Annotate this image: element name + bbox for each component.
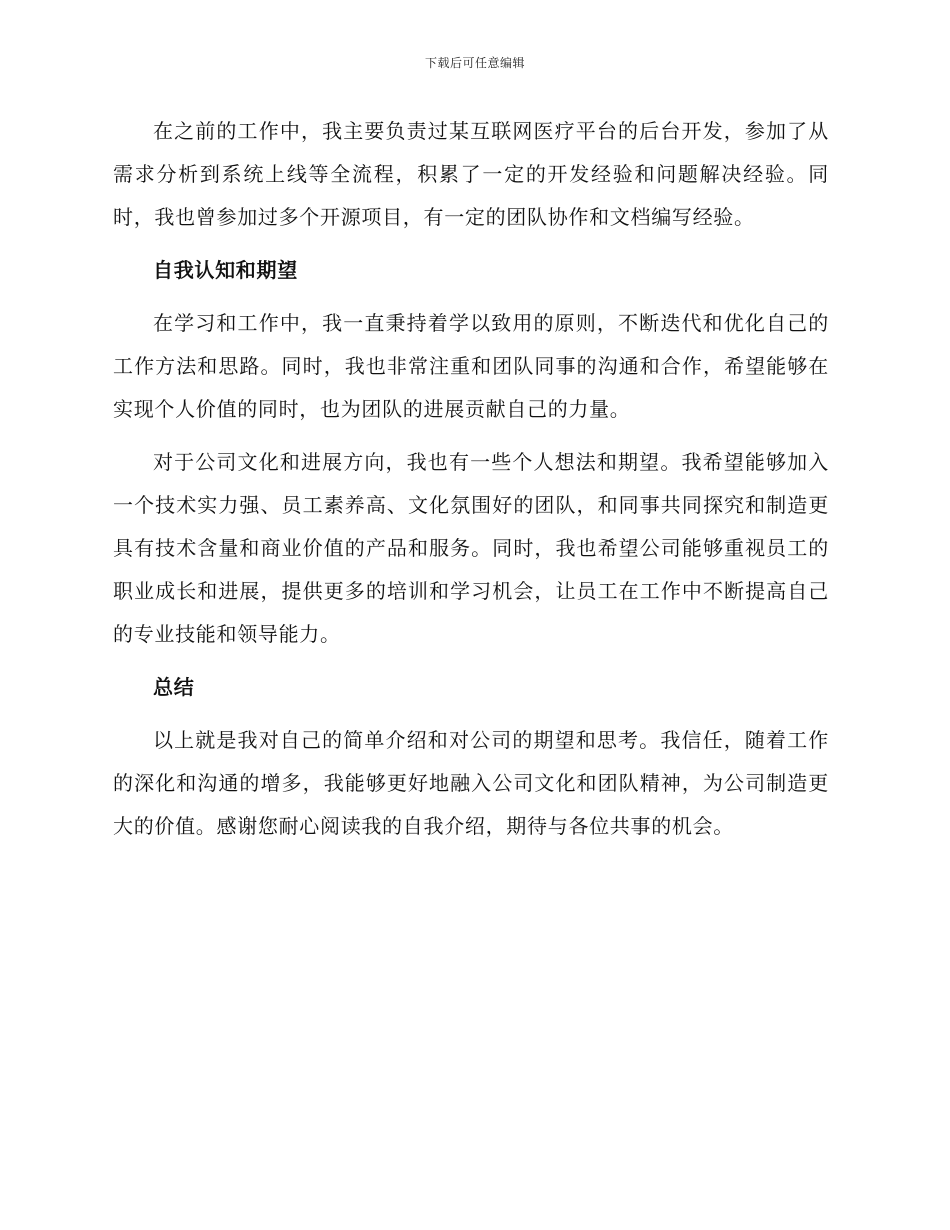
paragraph-summary: 以上就是我对自己的简单介绍和对公司的期望和思考。我信任，随着工作的深化和沟通的增多，我能够更好地融入公司文化和团队精神，为公司制造更大的价值。感谢您耐心阅读我的自我介绍，期待与各位共事的机会。 xyxy=(113,728,829,838)
paragraph-company-expectations: 对于公司文化和进展方向，我也有一些个人想法和期望。我希望能够加入一个技术实力强、员工素养高、文化氛围好的团队，和同事共同探究和制造更具有技术含量和商业价值的产品和服务。同时，我也希望公司能够重视员工的职业成长和进展，提供更多的培训和学习机会，让员工在工作中不断提高自己的专业技能和领导能力。 xyxy=(113,450,829,646)
section-heading-self-awareness: 自我认知和期望 xyxy=(153,258,298,282)
paragraph-work-experience: 在之前的工作中，我主要负责过某互联网医疗平台的后台开发，参加了从需求分析到系统上线等全流程，积累了一定的开发经验和问题解决经验。同时，我也曾参加过多个开源项目，有一定的团队协作和文档编写经验。 xyxy=(113,119,829,229)
paragraph-work-principles: 在学习和工作中，我一直秉持着学以致用的原则，不断迭代和优化自己的工作方法和思路。同时，我也非常注重和团队同事的沟通和合作，希望能够在实现个人价值的同时，也为团队的进展贡献自己的力量。 xyxy=(113,311,829,421)
header-note: 下载后可任意编辑 xyxy=(424,56,525,70)
section-heading-summary: 总结 xyxy=(153,675,195,699)
document-body xyxy=(113,110,829,848)
